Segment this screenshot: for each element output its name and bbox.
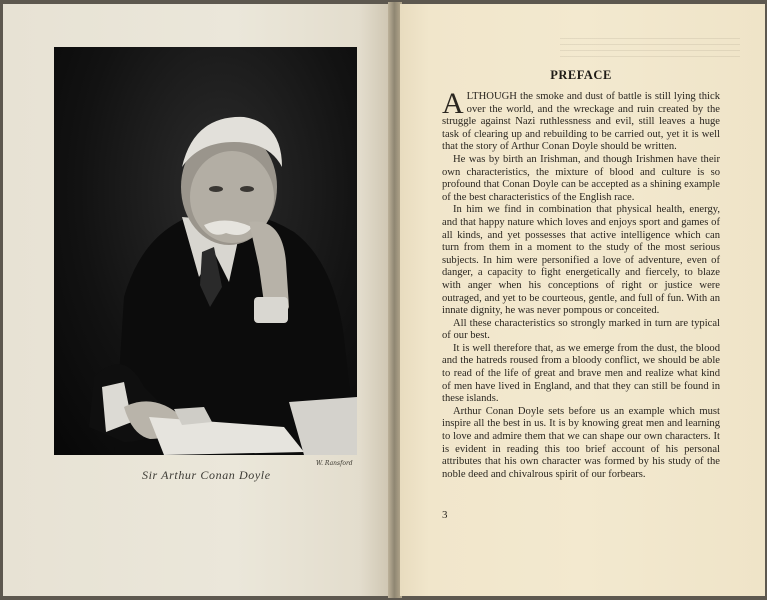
preface-paragraph-3: In him we find in combination that physical health, energy, and that happy nature which loves and enjoys sport and games of all kinds, and yet possesses that active intelligence which can turn from them in a moment to the study of the most serious subjects. In him were personified a love of adventure, even of danger, a capacity to fight energetically and fiercely, to blaze with anger when his conceptions of right or justice were outraged, and yet to be courteous, gentle, and full of fun. With an innate dignity, he was never pompous or conceited. — [442, 204, 720, 317]
preface-paragraph-5: It is well therefore that, as we emerge from the dust, the blood and the hatreds roused from a bloody conflict, we should be able to read of the life of great and brave men and realize what kind of men have lived in England, and that they can still be found in these islands. — [442, 342, 720, 405]
drop-cap: A — [442, 87, 464, 120]
portrait-illustration — [54, 47, 357, 455]
show-through-text — [560, 38, 740, 60]
preface-paragraph-1 — [442, 87, 720, 154]
preface-paragraph-4: All these characteristics so strongly marked in turn are typical of our best. — [442, 317, 720, 342]
portrait-photo — [54, 47, 357, 455]
photo-caption: Sir Arthur Conan Doyle — [142, 468, 271, 482]
page-number: 3 — [442, 509, 448, 521]
preface-title: PREFACE — [550, 68, 612, 82]
preface-paragraph-6: Arthur Conan Doyle sets before us an example which must inspire all the best in us. It is by knowing great men and learning to love and admire them that we can shape our own characters. It is evident in reading this too brief account of his personal attributes that his own character was formed by his study of the noble deed and chivalrous spirit of our forbears. — [442, 405, 720, 480]
photo-credit: W. Ransford — [316, 460, 353, 467]
preface-paragraph-2: He was by birth an Irishman, and though Irishmen have their own characteristics, the mixture of blood and culture is so profound that Conan Doyle can be accepted as a shining example of the best characteristics of the English race. — [442, 153, 720, 203]
paragraph-1-text: LTHOUGH the smoke and dust of battle is still lying thick over the world, and the wreckage and ruin created by the struggle against Nazi ruthlessness and evil, still leaves a huge task of clearing up and rebuilding to be carried out, yet it is well that the story of Arthur Conan Doyle should be written. — [442, 91, 720, 153]
preface-section — [442, 68, 720, 481]
